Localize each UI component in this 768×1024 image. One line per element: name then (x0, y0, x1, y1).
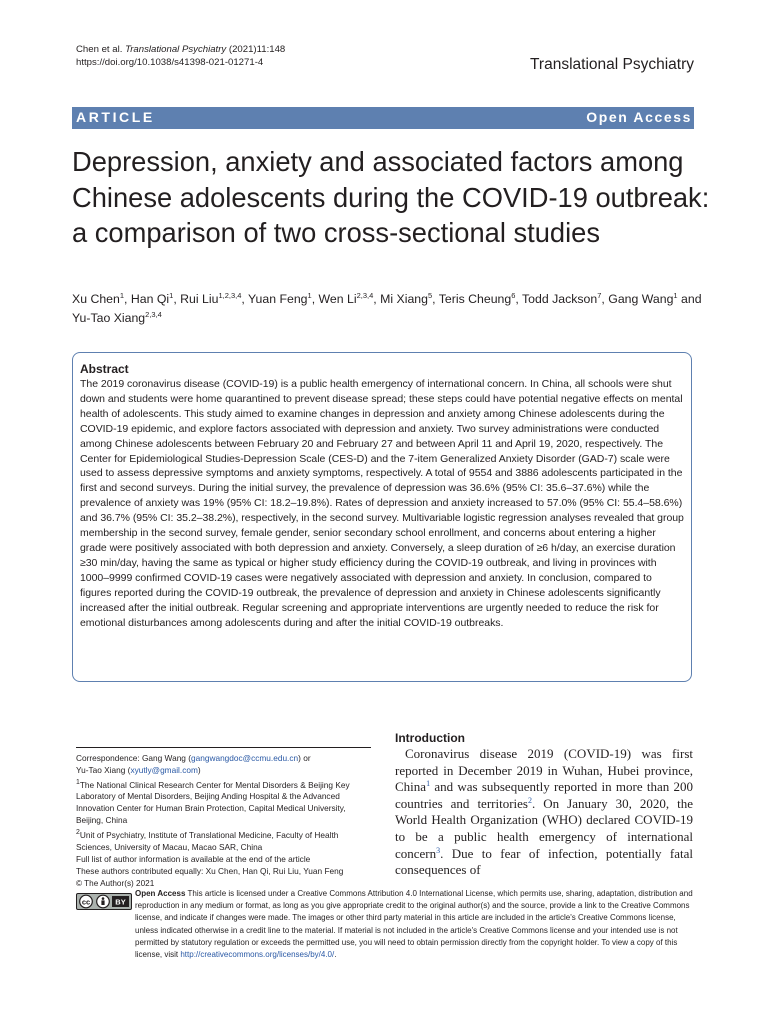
correspondence-name2: Yu-Tao Xiang ( (76, 764, 131, 775)
reference-link-1[interactable]: 1 (426, 779, 431, 789)
email-link-wang[interactable]: gangwangdoc@ccmu.edu.cn (191, 753, 299, 763)
license-text: This article is licensed under a Creative Commons Attribution 4.0 International License, which permits use, sharing, adaptation, distribution and reproduction in any medium or format, as long as you give appropriate credit to the original author(s) and the source, provide a link to the Creative Commons license, and indicate if changes were made. The images or other third party material in this article are included in the article's Creative Commons license, unless indicated otherwise in a credit line to the material. If material is not included in the article's Creative Commons license and your intended use is not permitted by statutory regulation or exceeds the permitted use, you will need to obtain permission directly from the copyright holder. To view a copy of this license, visit (135, 889, 693, 960)
affiliation-2: Unit of Psychiatry, Institute of Translational Medicine, Faculty of Health Sciences, University of Macau, Macao SAR, China (76, 829, 339, 852)
open-access-label: Open Access (586, 109, 692, 125)
license-oa-label: Open Access (135, 889, 186, 898)
license-url-link[interactable]: http://creativecommons.org/licenses/by/4.0/ (180, 950, 335, 960)
affiliation-1-number: 1 (76, 778, 80, 786)
by-glyph: BY (115, 897, 126, 907)
correspondence-label: Correspondence: Gang Wang ( (76, 753, 191, 763)
correspondence-footnote (76, 747, 371, 878)
copyright-line: © The Author(s) 2021 (76, 879, 155, 888)
author-list: Xu Chen$^1$, Han Qi$^1$, Rui Liu$^{1,2,3,4}$, Yuan Feng$^1$, Wen Li$^{2,3,4}$, Mi Xiang$^5$, Teris Cheung$^6$, Todd Jackson$^7$, Gang Wang$^1$ and Yu-Tao Xiang$^{2,3,4}$ (72, 291, 702, 325)
intro-text-1: Coronavirus disease 2019 (COVID-19) was first reported in December 2019 in Wuhan, Hubei province, China (395, 746, 693, 795)
citation-journal: Translational Psychiatry (125, 44, 227, 55)
author-name[interactable]: Gang Wang (608, 292, 674, 306)
affiliation-2-number: 2 (76, 829, 80, 837)
author-affiliation-number[interactable]: 1 (673, 291, 678, 300)
abstract-box (72, 352, 692, 682)
journal-name: Translational Psychiatry (530, 56, 694, 73)
cc-glyph: cc (81, 897, 91, 907)
author-affiliation-number[interactable]: 2,3,4 (145, 310, 162, 319)
author-info-note: Full list of author information is available at the end of the article (76, 853, 311, 864)
reference-link-2[interactable]: 2 (527, 795, 532, 805)
intro-text-4: . Due to fear of infection, potentially fatal consequences of (395, 845, 693, 878)
reference-link-3[interactable]: 3 (436, 845, 441, 855)
author-name[interactable]: Han Qi (130, 292, 170, 306)
introduction-body (395, 746, 693, 879)
author-name[interactable]: Wen Li (318, 292, 357, 306)
author-name[interactable]: Yu-Tao Xiang (72, 311, 146, 325)
author-name[interactable]: Yuan Feng (248, 292, 308, 306)
equal-contribution-note: These authors contributed equally: Xu Chen, Han Qi, Rui Liu, Yuan Feng (76, 865, 344, 876)
author-name[interactable]: Todd Jackson (522, 292, 598, 306)
article-type-label: ARTICLE (76, 109, 155, 125)
doi-link[interactable]: https://doi.org/10.1038/s41398-021-01271-4 (76, 57, 264, 68)
author-affiliation-number[interactable]: 5 (427, 291, 433, 300)
author-name[interactable]: Mi Xiang (380, 292, 428, 306)
abstract-heading: Abstract (80, 362, 129, 376)
author-name[interactable]: Teris Cheung (438, 292, 512, 306)
author-conjunction: and (681, 292, 702, 306)
abstract-text: The 2019 coronavirus disease (COVID-19) is a public health emergency of international concern. In China, all schools were shut down and students were home quarantined to prevent disease spread; these steps could have potential negative effects on mental health of adolescents. This study aimed to examine changes in depression and anxiety among Chinese adolescents during the COVID-19 epidemic, and explore factors associated with depression and anxiety. Two survey administrations were conducted among Chinese adolescents between February 20 and February 27 and between April 11 and April 19, 2020, respectively. The Center for Epidemiological Studies-Depression Scale (CES-D) and the 7-item Generalized Anxiety Disorder (GAD-7) scale were used to assess depressive symptoms and anxiety symptoms, respectively. A total of 9554 and 3886 adolescents participated in the first and second surveys. During the initial survey, the prevalence of depression was 36.6% (95% CI: 35.6–37.6%) while the prevalence of anxiety was 19% (95% CI: 18.2–19.8%). Rates of depression and anxiety increased to 57.0% (95% CI: 55.4–58.6%) and 36.7% (95% CI: 35.2–38.2%), respectively, in the second survey. Multivariable logistic regression analyses revealed that group membership in the second survey, female gender, senior secondary school enrollment, and concerns about entering a higher grade were positively associated with both depression and anxiety. Conversely, a sleep duration of ≥6 h/day, an exercise duration ≥30 min/day, having the same as typical or higher study efficiency during the COVID-19 outbreak, and living in provinces with 1000–9999 confirmed COVID-19 cases were negatively associated with depression and anxiety. In conclusion, compared to figures reported during the COVID-19 outbreak, the prevalence of depression and anxiety in Chinese adolescents significantly increased after the initial outbreak. Regular screening and appropriate interventions are urgently needed to reduce the risk for emotional disturbances among adolescents during and after the initial COVID-19 outbreaks. (80, 378, 684, 629)
article-title: Depression, anxiety and associated factors among Chinese adolescents during the COVID-19 outbreak: a comparison of two cross-sectional studies (72, 146, 710, 248)
article-banner (72, 107, 694, 129)
citation-authors: Chen et al. (76, 44, 123, 55)
correspondence-or: ) or (298, 753, 311, 763)
author-affiliation-number[interactable]: 1 (307, 291, 312, 300)
intro-text-2: and was subsequently reported in more than 200 countries and territories (395, 779, 693, 811)
author-affiliation-number[interactable]: 6 (511, 291, 516, 300)
citation-block (76, 43, 285, 69)
email-link-xiang[interactable]: xyutly@gmail.com (130, 764, 198, 775)
introduction-heading: Introduction (395, 731, 465, 745)
author-affiliation-number[interactable]: 1 (169, 291, 174, 300)
intro-text-3: . On January 30, 2020, the World Health Organization (WHO) declared COVID-19 to be a public health emergency of international concern (395, 795, 693, 861)
author-affiliation-number[interactable]: 1 (119, 291, 125, 300)
citation-issue: (2021)11:148 (228, 44, 286, 55)
author-affiliation-number[interactable]: 2,3,4 (356, 291, 374, 300)
license-statement (76, 888, 696, 961)
author-name[interactable]: Xu Chen (72, 292, 120, 306)
license-end: . (334, 950, 337, 960)
correspondence-end: ) (197, 764, 201, 775)
affiliation-1: The National Clinical Research Center for Mental Disorders & Beijing Key Laboratory of Mental Disorders, Beijing Anding Hospital & the Advanced Innovation Center for Human Brain Protection, Capital Medical University, Beijing, China (76, 779, 350, 826)
author-affiliation-number[interactable]: 1,2,3,4 (218, 291, 242, 300)
author-affiliation-number[interactable]: 7 (597, 291, 602, 300)
author-name[interactable]: Rui Liu (180, 292, 219, 306)
